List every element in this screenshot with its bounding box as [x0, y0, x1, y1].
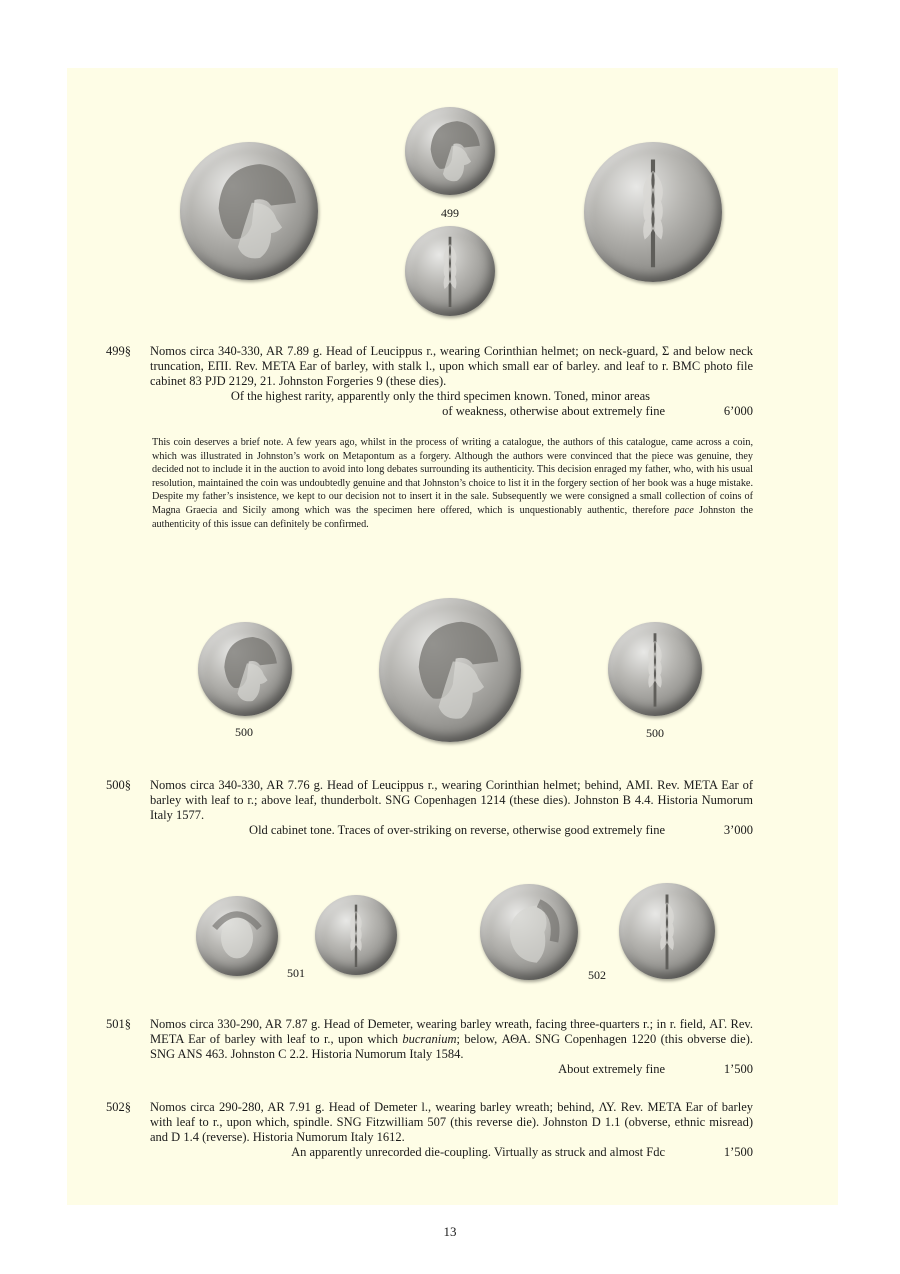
coin-label-502: 502	[588, 968, 606, 982]
lot-grade	[150, 823, 753, 838]
lot-grade-text: An apparently unrecorded die-coupling. Virtually as struck and almost Fdc	[291, 1145, 665, 1159]
demeter-profile-head-icon	[480, 884, 578, 980]
lot-grade	[150, 389, 753, 404]
coin-502-reverse	[619, 883, 715, 979]
helmeted-head-icon	[405, 107, 495, 195]
lot-grade	[150, 404, 753, 419]
lot-description: Nomos circa 340-330, AR 7.89 g. Head of Leucippus r., wearing Corinthian helmet; on neck-guard, Σ and below neck truncation, ΕΠΙ. Rev. ΜΕΤΑ Ear of barley, with stalk l., upon which small ear of barley. and leaf to r. BMC photo file cabinet 83 PJD 2129, 21. Johnston Forgeries 9 (these dies).	[150, 344, 753, 388]
coin-502-obverse	[480, 884, 578, 980]
lot-grade	[150, 1145, 753, 1160]
lot-description: Nomos circa 290-280, AR 7.91 g. Head of Demeter l., wearing barley wreath; behind, ΛΥ. Rev. ΜΕΤΑ Ear of barley with leaf to r., upon which, spindle. SNG Fitzwilliam 507 (this reverse die). Johnston D 1.1 (obverse, ethnic misread) and D 1.4 (reverse). Historia Numorum Italy 1612.	[150, 1100, 753, 1144]
lot-number: 499§	[106, 344, 131, 358]
barley-ear-icon	[315, 895, 397, 975]
lot-number: 501§	[106, 1017, 131, 1031]
coin-label-500-reverse: 500	[646, 726, 664, 740]
lot-502	[106, 1100, 753, 1160]
coin-499-reverse	[405, 226, 495, 316]
lot-grade-text: Old cabinet tone. Traces of over-striking on reverse, otherwise good extremely fine	[249, 823, 665, 837]
helmeted-head-icon	[180, 142, 318, 280]
coin-499-reverse-enlarged	[584, 142, 722, 282]
coin-501-obverse	[196, 896, 278, 976]
lot-number: 500§	[106, 778, 131, 792]
lot-number: 502§	[106, 1100, 131, 1114]
coin-500-obverse-enlarged	[379, 598, 521, 742]
lot-price: 3’000	[723, 823, 753, 837]
lot-description: Nomos circa 340-330, AR 7.76 g. Head of Leucippus r., wearing Corinthian helmet; behind, ΑΜΙ. Rev. ΜΕΤΑ Ear of barley with leaf to r.; above leaf, thunderbolt. SNG Copenhagen 1214 (these dies). Johnston B 4.4. Historia Numorum Italy 1577.	[150, 778, 753, 822]
helmeted-head-icon	[198, 622, 292, 716]
lot-price: 1’500	[723, 1145, 753, 1159]
coin-500-reverse	[608, 622, 702, 716]
demeter-facing-head-icon	[196, 896, 278, 976]
lot-grade-text: About extremely fine	[558, 1062, 665, 1076]
coin-label-499: 499	[441, 206, 459, 220]
barley-ear-icon	[405, 226, 495, 316]
lot-grade	[150, 1062, 753, 1077]
lot-description: Nomos circa 330-290, AR 7.87 g. Head of Demeter, wearing barley wreath, facing three-quarters r.; in r. field, ΑΓ. Rev. ΜΕΤΑ Ear of barley with leaf to r., upon which bucranium; below, ΑΘΑ. SNG Copenhagen 1220 (this obverse die). SNG ANS 463. Johnston C 2.2. Historia Numorum Italy 1584.	[150, 1017, 753, 1061]
coin-499-obverse-enlarged	[180, 142, 318, 280]
coin-501-reverse	[315, 895, 397, 975]
helmeted-head-icon	[379, 598, 521, 742]
coin-499-obverse	[405, 107, 495, 195]
coin-500-obverse	[198, 622, 292, 716]
barley-ear-icon	[608, 622, 702, 716]
lot-grade-line2: of weakness, otherwise about extremely fine	[442, 404, 665, 418]
coin-label-500: 500	[235, 725, 253, 739]
lot-grade-line1: Of the highest rarity, apparently only the third specimen known. Toned, minor areas	[230, 389, 650, 403]
lot-501	[106, 1017, 753, 1077]
lot-499	[106, 344, 753, 419]
coin-label-501: 501	[287, 966, 305, 980]
barley-ear-icon	[584, 142, 722, 282]
lot-500	[106, 778, 753, 838]
lot-499-note: This coin deserves a brief note. A few years ago, whilst in the process of writing a catalogue, the authors of this catalogue, came across a coin, which was illustrated in Johnston’s work on Metapontum as a forgery. Although the authors were convinced that the piece was genuine, they decided not to include it in the auction to avoid into long debates surrounding its authenticity. This decision enraged my father, who, with his usual resolution, maintained the coin was undoubtedly genuine and that Johnston’s choice to list it in the forgery section of her book was a huge mistake. Despite my father’s insistence, we kept to our decision not to insert it in the sale. Subsequently we were consigned a small collection of coins of Magna Graecia and Sicily among which was the specimen here offered, which is unquestionably authentic, therefore pace Johnston the authenticity of this issue can definitely be confirmed.	[152, 437, 753, 530]
lot-price: 1’500	[723, 1062, 753, 1076]
barley-ear-icon	[619, 883, 715, 979]
page-number: 13	[443, 1224, 457, 1239]
lot-price: 6’000	[723, 404, 753, 418]
